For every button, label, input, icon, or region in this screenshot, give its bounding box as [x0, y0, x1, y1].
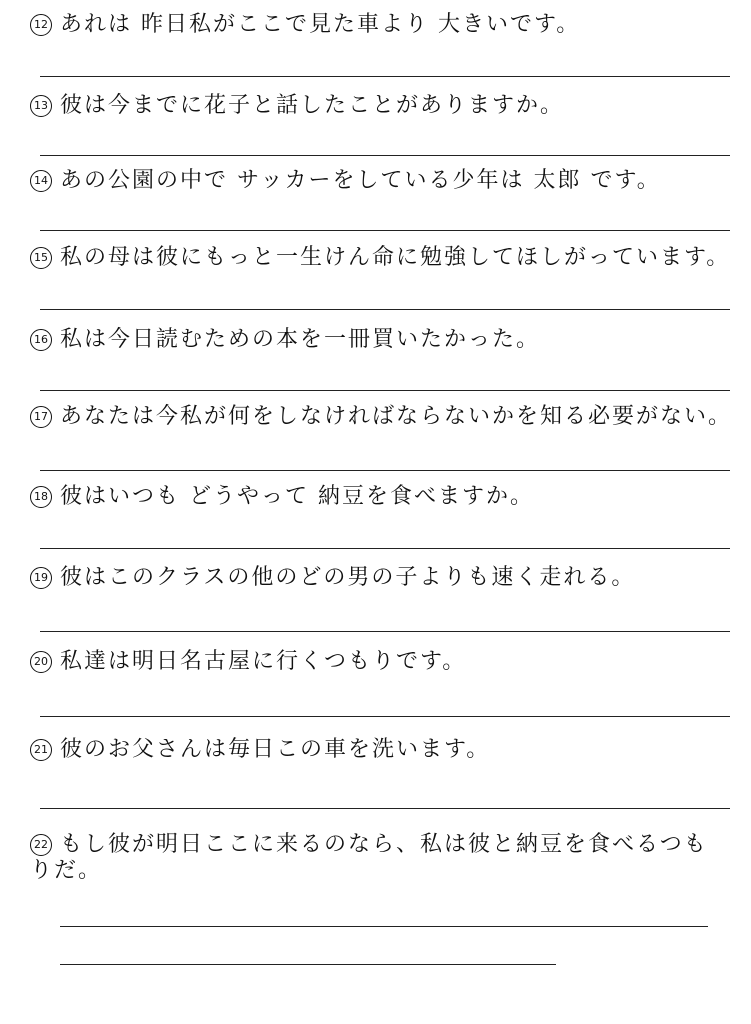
- answer-line: [40, 309, 730, 310]
- answer-line: [40, 470, 730, 471]
- answer-line: [40, 808, 730, 809]
- sentence-item: [30, 245, 731, 271]
- answer-line: [60, 926, 708, 927]
- sentence-text: 彼はこのクラスの他のどの男の子よりも速く走れる。: [60, 565, 636, 590]
- sentence-item: [30, 327, 731, 353]
- sentence-item: [30, 404, 731, 430]
- sentence-text: もし彼が明日ここに来るのなら、私は彼と納豆を食べるつもりだ。: [30, 832, 708, 883]
- sentence-text: 私の母は彼にもっと一生けん命に勉強してほしがっています。: [60, 245, 731, 270]
- item-number: 18: [30, 486, 52, 508]
- item-number: 14: [30, 170, 52, 192]
- item-number: 17: [30, 406, 52, 428]
- sentence-item: [30, 93, 731, 119]
- sentence-item: [30, 12, 731, 38]
- sentence-text: あれは 昨日私がここで見た車より 大きいです。: [60, 12, 581, 37]
- sentence-item: [30, 649, 731, 675]
- item-number: 21: [30, 739, 52, 761]
- item-number: 15: [30, 247, 52, 269]
- sentence-item: [30, 484, 731, 510]
- answer-line: [40, 76, 730, 77]
- answer-line: [60, 964, 556, 965]
- sentence-text: 彼のお父さんは毎日この車を洗います。: [60, 737, 491, 762]
- item-number: 12: [30, 14, 52, 36]
- item-number: 20: [30, 651, 52, 673]
- item-number: 22: [30, 834, 52, 856]
- item-number: 16: [30, 329, 52, 351]
- sentence-item: [30, 565, 731, 591]
- sentence-item: [30, 832, 720, 884]
- sentence-text: あなたは今私が何をしなければならないかを知る必要がない。: [60, 404, 733, 429]
- answer-line: [40, 548, 730, 549]
- answer-line: [40, 716, 730, 717]
- item-number: 19: [30, 567, 52, 589]
- sentence-item: [30, 168, 731, 194]
- sentence-text: 私は今日読むための本を一冊買いたかった。: [60, 327, 541, 352]
- sentence-item: [30, 737, 731, 763]
- sentence-text: 私達は明日名古屋に行くつもりです。: [60, 649, 467, 674]
- answer-line: [40, 631, 730, 632]
- item-number: 13: [30, 95, 52, 117]
- answer-line: [40, 230, 730, 231]
- sentence-text: あの公園の中で サッカーをしている少年は 太郎 です。: [60, 168, 661, 193]
- sentence-text: 彼はいつも どうやって 納豆を食べますか。: [60, 484, 534, 509]
- answer-line: [40, 155, 730, 156]
- answer-line: [40, 390, 730, 391]
- sentence-text: 彼は今までに花子と話したことがありますか。: [60, 93, 565, 118]
